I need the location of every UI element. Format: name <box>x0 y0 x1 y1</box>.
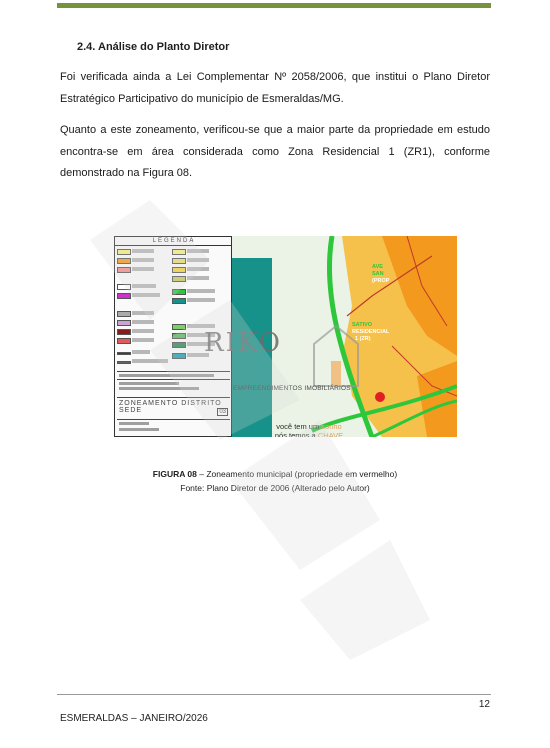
legend-label <box>187 276 209 280</box>
legend-swatch <box>172 267 186 273</box>
title-block-name: ZONEAMENTO DISTRITO SEDE <box>119 400 222 414</box>
legend-swatch <box>172 298 186 304</box>
legend-label <box>187 289 215 293</box>
title-block-text <box>119 374 214 377</box>
title-block-text <box>119 382 179 385</box>
legend-swatch <box>117 338 131 344</box>
property-marker <box>375 392 385 402</box>
legend-label <box>132 311 154 315</box>
legend-swatch <box>172 276 186 282</box>
legend-label <box>132 249 154 253</box>
legend-swatch <box>117 320 131 326</box>
paragraph-zoneamento <box>60 120 490 185</box>
legend-label <box>132 293 160 297</box>
legend-swatch <box>117 293 131 299</box>
map-label: RESIDENCIAL <box>352 329 390 335</box>
legend-label <box>187 258 209 262</box>
riko-watermark-tagline <box>254 422 364 437</box>
title-block-rule <box>117 379 230 380</box>
title-block-sheet-number: 03 <box>219 409 226 415</box>
title-block-rule <box>117 419 230 420</box>
map-label: (PROP <box>372 278 390 284</box>
legend-swatch <box>117 329 131 335</box>
map-label: SATIVO <box>352 322 373 328</box>
footer-location-date: ESMERALDAS – JANEIRO/2026 <box>60 713 208 724</box>
map-label: SAN <box>372 271 384 277</box>
title-block-rule <box>117 397 230 398</box>
footer-rule <box>57 694 491 695</box>
tagline-text: nós temos a <box>274 431 316 437</box>
paragraph-line: encontra-se em área considerada como Zona Residencial 1 (ZR1), conforme <box>60 145 490 158</box>
legend-label <box>132 284 156 288</box>
section-heading: 2.4. Análise do Planto Diretor <box>77 41 230 53</box>
legend-label <box>187 249 209 253</box>
legend-swatch <box>172 353 186 359</box>
figure-caption <box>0 469 550 479</box>
title-block-rule <box>117 371 230 372</box>
paragraph-plano-diretor: Foi verificada ainda a Lei Complementar Nº 2058/2006, que institui o Plano Diretor Estratégico Participativo do município de Esmeraldas/MG. <box>60 71 490 105</box>
page-number: 12 <box>478 699 490 710</box>
riko-watermark-subtitle: EMPREENDIMENTOS IMOBILIÁRIOS <box>233 385 351 392</box>
legend-swatch <box>117 249 131 255</box>
legend-swatch <box>172 333 186 339</box>
legend-label <box>187 298 215 302</box>
header-rule <box>57 3 491 8</box>
map-label: AVE <box>372 264 383 270</box>
tagline-text: você tem um <box>276 422 320 431</box>
legend-swatch <box>172 324 186 330</box>
legend-swatch <box>172 258 186 264</box>
legend-label <box>187 267 209 271</box>
figure-caption-label: FIGURA 08 <box>152 469 197 479</box>
figure-08-zoning-map <box>114 236 457 437</box>
legend-label <box>132 267 154 271</box>
legend-swatch <box>117 352 131 355</box>
paragraph-line: Quanto a este zoneamento, verificou-se que a maior parte da propriedade em estudo <box>60 124 490 136</box>
legend-swatch <box>117 361 131 364</box>
riko-watermark-logo: RIKO <box>204 328 282 358</box>
title-block-text <box>119 387 199 390</box>
tagline-accent: sonho <box>321 422 342 431</box>
map-label: 1 (ZR) <box>355 336 371 342</box>
legend-label <box>132 258 154 262</box>
legend-label <box>132 359 168 363</box>
legend-label <box>132 329 154 333</box>
legend-swatch <box>117 267 131 273</box>
legend-title: LEGENDA <box>115 237 233 246</box>
legend-label <box>132 350 150 354</box>
legend-swatch <box>117 284 131 290</box>
legend-swatch <box>172 289 186 295</box>
legend-swatch <box>172 342 186 348</box>
paragraph-line: demonstrado na Figura 08. <box>60 167 193 179</box>
legend-swatch <box>117 311 131 317</box>
title-block-text <box>119 428 159 431</box>
legend-swatch <box>117 258 131 264</box>
title-block-text <box>119 422 149 425</box>
map-title-block <box>117 371 230 435</box>
tagline-accent: CHAVE <box>317 431 344 437</box>
figure-source: Fonte: Plano Diretor de 2006 (Alterado pelo Autor) <box>180 483 370 493</box>
legend-label <box>132 338 154 342</box>
figure-caption-text: – Zoneamento municipal (propriedade em vermelho) <box>196 469 398 479</box>
legend-swatch <box>172 249 186 255</box>
legend-label <box>132 320 154 324</box>
